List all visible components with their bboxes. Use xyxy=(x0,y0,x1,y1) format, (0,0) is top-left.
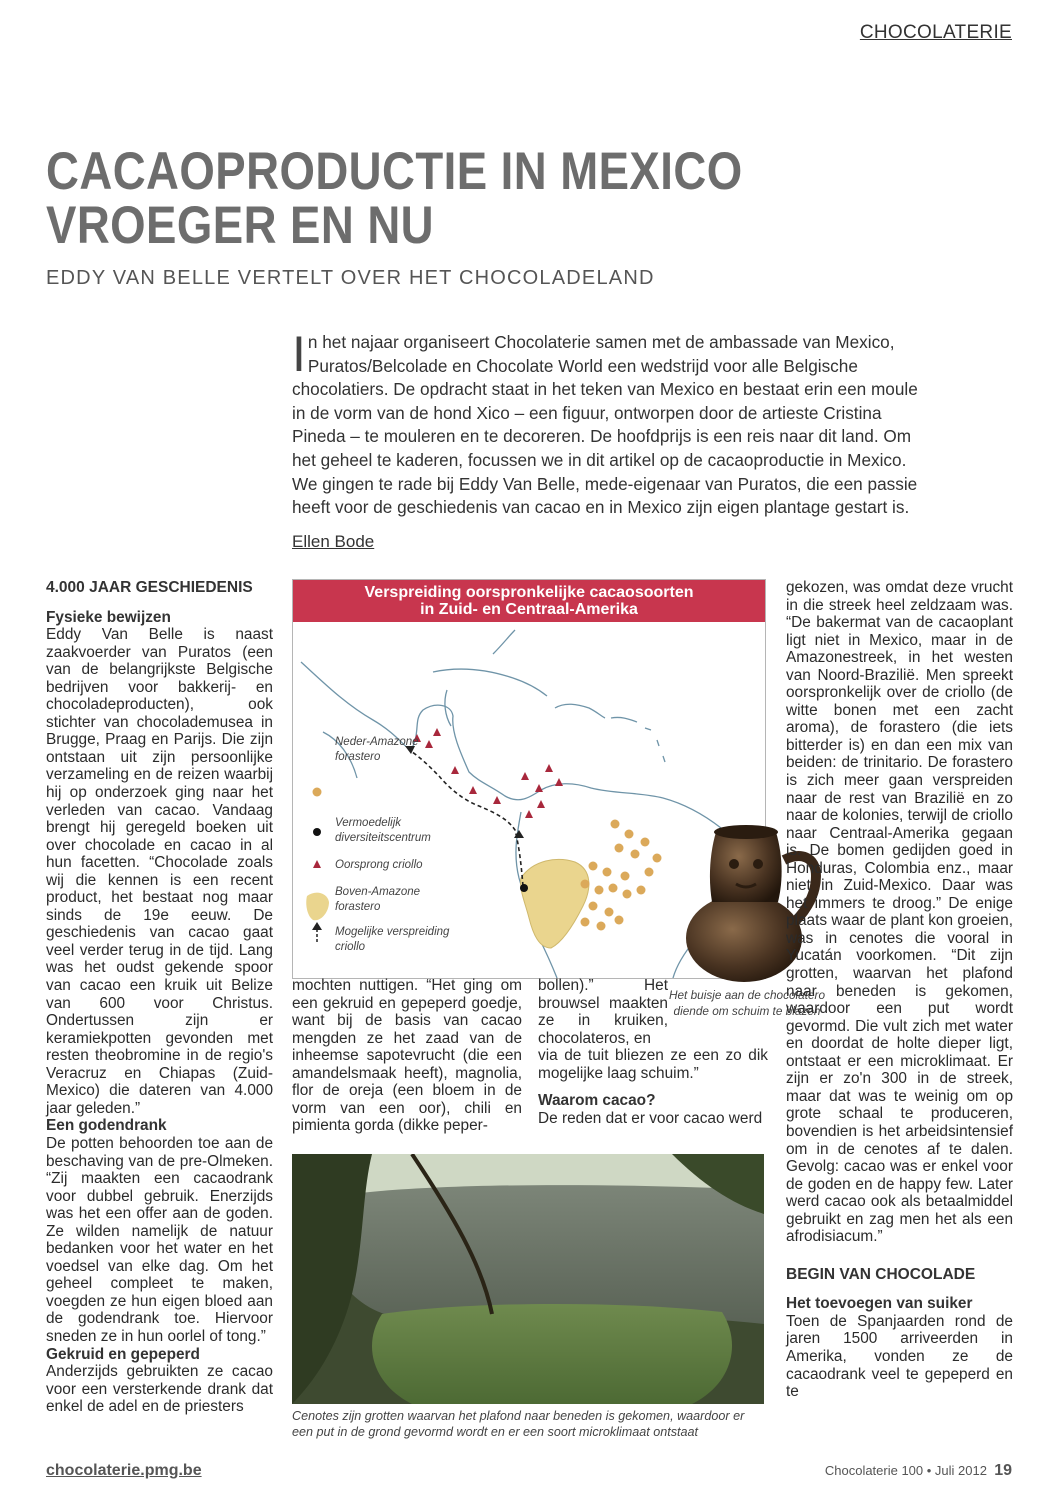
column-3 xyxy=(538,977,768,1127)
pot-caption: Het buisje aan de chocolatero diende om schuim te blazen xyxy=(668,988,826,1018)
column-4 xyxy=(786,579,1013,1401)
legend-region-symbol xyxy=(306,893,329,921)
map-title xyxy=(293,580,765,622)
legend-label: Mogelijke verspreiding xyxy=(335,926,450,938)
subheading-sugar: Het toevoegen van suiker xyxy=(786,1295,973,1313)
paragraph-col2: mochten nuttigen. “Het ging om een gekruid en gepeperd goedje, want bij de basis van cacao mengden ze het zaad van de inheemse sapotevrucht (die een amandelsmaak heeft), magnolia, flor de oreja (een bloem in de vorm van een oor), chili en pimienta gorda (dikke peper- xyxy=(292,977,522,1135)
legend-diversity-center xyxy=(335,816,431,846)
section-heading-history: 4.000 JAAR GESCHIEDENIS xyxy=(46,579,253,596)
map-title-line-2: in Zuid- en Centraal-Amerika xyxy=(420,601,638,618)
legend-label: Vermoedelijk xyxy=(335,817,402,829)
subheading-spiced: Gekruid en gepeperd xyxy=(46,1345,200,1363)
column-1 xyxy=(46,579,273,1416)
legend-triangle-symbol xyxy=(313,860,321,868)
legend-label: Oorsprong criollo xyxy=(335,859,423,871)
boven-amazone-region xyxy=(521,859,589,948)
column-2 xyxy=(292,977,522,1135)
footer-issue-info xyxy=(825,1462,1012,1480)
map-title-line-1: Verspreiding oorspronkelijke cacaosoorten xyxy=(364,584,694,601)
paragraph-sugar: Toen de Spanjaarden rond de jaren 1500 arriveerden in Amerika, vonden ze de cacaodrank veel te gepeperd en te xyxy=(786,1312,1013,1401)
legend-dot-symbol xyxy=(313,788,322,797)
intro-text: n het najaar organiseert Chocolaterie samen met de ambassade van Mexico, Puratos/Belcolade en Chocolate World een wedstrijd voor alle Belgische chocolatiers. De opdracht staat in het teken van Mexico en bestaat erin een moule in de vorm van de hond Xico – een figuur, ontworpen door de artieste Cristina Pineda – te mouleren en te decoreren. De hoofdprijs is een reis naar dit land. Om het geheel te kaderen, focussen we in dit artikel op de cacaoproductie in Mexico. We gingen te rade bij Eddy Van Belle, mede-eigenaar van Puratos, die een passie heeft voor de geschiedenis van cacao en in Mexico zijn eigen plantage gestart is. xyxy=(292,332,918,518)
legend-criollo-spread xyxy=(335,925,449,955)
legend-black-dot-symbol xyxy=(313,828,321,836)
footer-website-link[interactable]: chocolaterie.pmg.be xyxy=(46,1462,202,1479)
subheading-physical-evidence: Fysieke bewijzen xyxy=(46,608,171,626)
pot-body xyxy=(686,894,802,982)
photo-water xyxy=(372,1304,732,1404)
title-line-2: VROEGER EN NU xyxy=(46,196,435,255)
subheading-god-drink: Een godendrank xyxy=(46,1117,167,1135)
paragraph-spiced: Anderzijds gebruikten ze cacao voor een versterkende drank dat enkel de adel en de priesters xyxy=(46,1363,273,1416)
legend-neder-amazone xyxy=(335,735,419,765)
page-number: 19 xyxy=(994,1462,1012,1479)
drop-cap: I xyxy=(292,326,306,382)
title-line-1: CACAOPRODUCTIE IN MEXICO xyxy=(46,142,743,201)
neder-amazone-dots xyxy=(581,820,662,931)
pot-rim xyxy=(714,825,778,839)
paragraph-physical-evidence: Eddy Van Belle is naast zaakvoerder van Puratos (een van de belangrijkste Belgische bedrijven voor bakkerij- en chocoladeproducten), ook stichter van chocolademusea in Brugge, Praag en Parijs. Die zijn ontstaan uit zijn persoonlijke verzameling en de reizen waarbij hij op onderzoek ging naar het verleden van cacao. Vandaag brengt hij geregeld boeken uit over chocolade en cacao in al hun facetten. “Chocolade zoals wij die kennen is een recent product, het bestaat nog maar sinds de 19e eeuw. De geschiedenis van cacao gaat veel verder terug in de tijd. Lang was het oudst gekende spoor van cacao een kruik uit Belize van 600 voor Christus. Ondertussen zijn er keramiekpotten gevonden met resten theobromine in de regio's Veracruz en Chiapas (Zuid-Mexico) die dateren van 4.000 jaar geleden.” xyxy=(46,626,273,1117)
paragraph-why-cacao: De reden dat er voor cacao werd xyxy=(538,1109,763,1127)
pot-face-eye xyxy=(753,859,763,869)
legend-boven-amazone xyxy=(335,885,420,915)
legend-label: forastero xyxy=(335,901,381,913)
legend-label: Boven-Amazone xyxy=(335,886,421,898)
subheading-why-cacao: Waarom cacao? xyxy=(538,1092,656,1110)
legend-criollo-origin xyxy=(335,858,423,873)
pot-face-eye xyxy=(729,859,739,869)
paragraph-col4: gekozen, was omdat deze vrucht in die streek heel zeldzaam was. “De bakermat van de cacaoplant ligt niet in Mexico, maar in de Amazonestreek, in het westen van Noord-Brazilië. Men spreekt oorspronkelijk over de criollo (de witte bonen met een zacht aroma), de forastero (die iets bitterder is) en dan een mix van beiden: de trinitario. De forastero is zich meer gaan verspreiden naar de rest van Brazilië en zo naar de kolonies, terwijl de criollo naar Centraal-Amerika gegaan is. De bomen gedijden goed in Honduras, Colombia enz., maar niet in Zuid-Mexico. Daar was het immers te droog.” De enige plaats waar de plant kon groeien, was in cenotes die vooral in Yucatán voorkomen. “Dit zijn grotten, waarvan het plafond naar beneden is gekomen, waardoor een put wordt gevormd. Die vult zich met water en doordat de holte dieper ligt, ontstaat er een microklimaat. Er zijn er zo'n 300 in de streek, maar dat was te weinig om op grote schaal te produceren, bovendien is het arbeidsintensief om in de cenotes af te dalen. Gevolg: cacao was er enkel voor de goden en de happy few. Later werd cacao ook als betaalmiddel gebruikt en zag men het als een afrodisiacum.” xyxy=(786,579,1013,1246)
legend-label: criollo xyxy=(335,941,366,953)
article-title xyxy=(46,142,820,255)
intro-paragraph xyxy=(292,326,924,520)
diversity-center-dot xyxy=(520,884,528,892)
photo-cliff xyxy=(352,1185,764,1324)
author-byline: Ellen Bode xyxy=(292,532,375,551)
article-subtitle: EDDY VAN BELLE VERTELT OVER HET CHOCOLADELAND xyxy=(46,267,655,289)
section-tag: CHOCOLATERIE xyxy=(859,22,1012,43)
section-heading-chocolate: BEGIN VAN CHOCOLADE xyxy=(786,1265,976,1283)
legend-label: diversiteitscentrum xyxy=(335,832,431,844)
paragraph-col3-narrow: bollen).” Het brouwsel maakten ze in kruiken, chocolateros, en xyxy=(538,977,668,1047)
paragraph-god-drink: De potten behoorden toe aan de beschaving van de pre-Olmeken. “Zij maakten een cacaodrank voor dubbel gebruik. Enerzijds was het een offer aan de goden. Ze wilden namelijk de natuur bedanken voor het water en het voedsel van elke dag. Om het geheel compleet te maken, voegden ze hun eigen bloed aan de godendrank toe. Hiervoor sneden ze in hun oorlel of tong.” xyxy=(46,1134,273,1345)
photo-caption: Cenotes zijn grotten waarvan het plafond naar beneden is gekomen, waardoor er een put in de grond gevormd wordt en er een soort microklimaat ontstaat xyxy=(292,1409,745,1439)
cenote-photo xyxy=(292,1154,764,1404)
legend-arrow-head-symbol xyxy=(312,922,322,930)
legend-label: Neder-Amazone xyxy=(335,736,419,748)
paragraph-col3: via de tuit bliezen ze een zo dik mogelijke laag schuim.” xyxy=(538,1047,768,1082)
legend-label: forastero xyxy=(335,751,381,763)
footer-issue: Chocolaterie 100 • Juli 2012 xyxy=(824,1463,987,1478)
